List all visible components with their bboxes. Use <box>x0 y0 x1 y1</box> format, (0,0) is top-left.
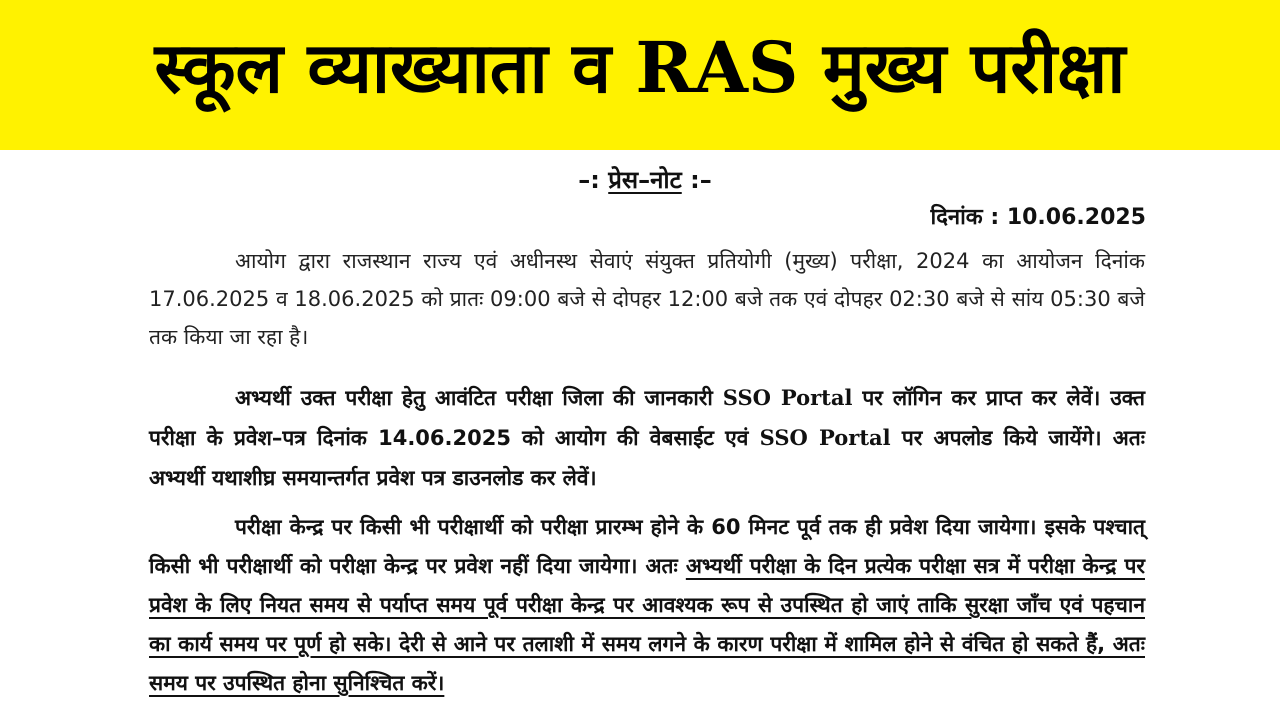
paragraph-exam-schedule <box>149 242 1145 356</box>
date-value: 10.06.2025 <box>1006 205 1146 230</box>
press-note-suffix: :– <box>681 166 712 194</box>
banner-title: स्कूल व्याख्याता व RAS मुख्य परीक्षा <box>154 26 1126 109</box>
sso-portal-text: SSO Portal <box>722 385 853 410</box>
paragraph-exam-schedule-text: आयोग द्वारा राजस्थान राज्य एवं अधीनस्थ सेवाएं संयुक्त प्रतियोगी (मुख्य) परीक्षा, 2024 का आयोजन दिनांक 17.06.2025 व 18.06.2025 को प्रातः 09:00 बजे से दोपहर 12:00 बजे तक एवं दोपहर 02:30 बजे से सांय 05:30 बजे तक किया जा रहा है। <box>149 249 1145 349</box>
paragraph-admit-card-part1: अभ्यर्थी उक्त परीक्षा हेतु आवंटित परीक्षा जिला की जानकारी <box>235 386 723 410</box>
press-note-heading <box>0 164 1280 196</box>
date-label: दिनांक : <box>930 205 1007 230</box>
paragraph-admit-card-part2: पर लॉगिन कर प्राप्त कर लेवें। उक्त परीक्षा के प्रवेश–पत्र दिनांक 14.06.2025 को आयोग की वेबसाईट एवं <box>149 386 1146 450</box>
paragraph-entry-rules-plain: परीक्षा केन्द्र पर किसी भी परीक्षार्थी को परीक्षा प्रारम्भ होने के 60 मिनट पूर्व तक ही प्रवेश दिया जायेगा। इसके पश्चात् किसी भी परीक्षार्थी को परीक्षा केन्द्र पर प्रवेश नहीं दिया जायेगा। अतः <box>149 515 1145 578</box>
sso-portal-text: SSO Portal <box>759 425 891 450</box>
paragraph-admit-card <box>149 378 1145 498</box>
paragraph-entry-rules <box>149 508 1145 703</box>
paragraph-entry-rules-underlined: अभ्यर्थी परीक्षा के दिन प्रत्येक परीक्षा सत्र में परीक्षा केन्द्र पर प्रवेश के लिए नियत समय से पर्याप्त समय पूर्व परीक्षा केन्द्र पर आवश्यक रूप से उपस्थित हो जाएं ताकि सुरक्षा जाँच एवं पहचान का कार्य समय पर पूर्ण हो सके। देरी से आने पर तलाशी में समय लगने के कारण परीक्षा में शामिल होने से वंचित हो सकते हैं, अतः समय पर उपस्थित होना सुनिश्चित करें। <box>149 554 1145 695</box>
date-line <box>931 202 1147 234</box>
press-note-document <box>0 150 1280 720</box>
press-note-prefix: –: <box>578 166 609 194</box>
paragraph-admit-card-part3: पर अपलोड किये जायेंगे। अतः अभ्यर्थी यथाशीघ्र समयान्तर्गत प्रवेश पत्र डाउनलोड कर लेवें। <box>149 426 1145 490</box>
press-note-label: प्रेस–नोट <box>608 166 682 194</box>
title-banner <box>0 0 1280 150</box>
